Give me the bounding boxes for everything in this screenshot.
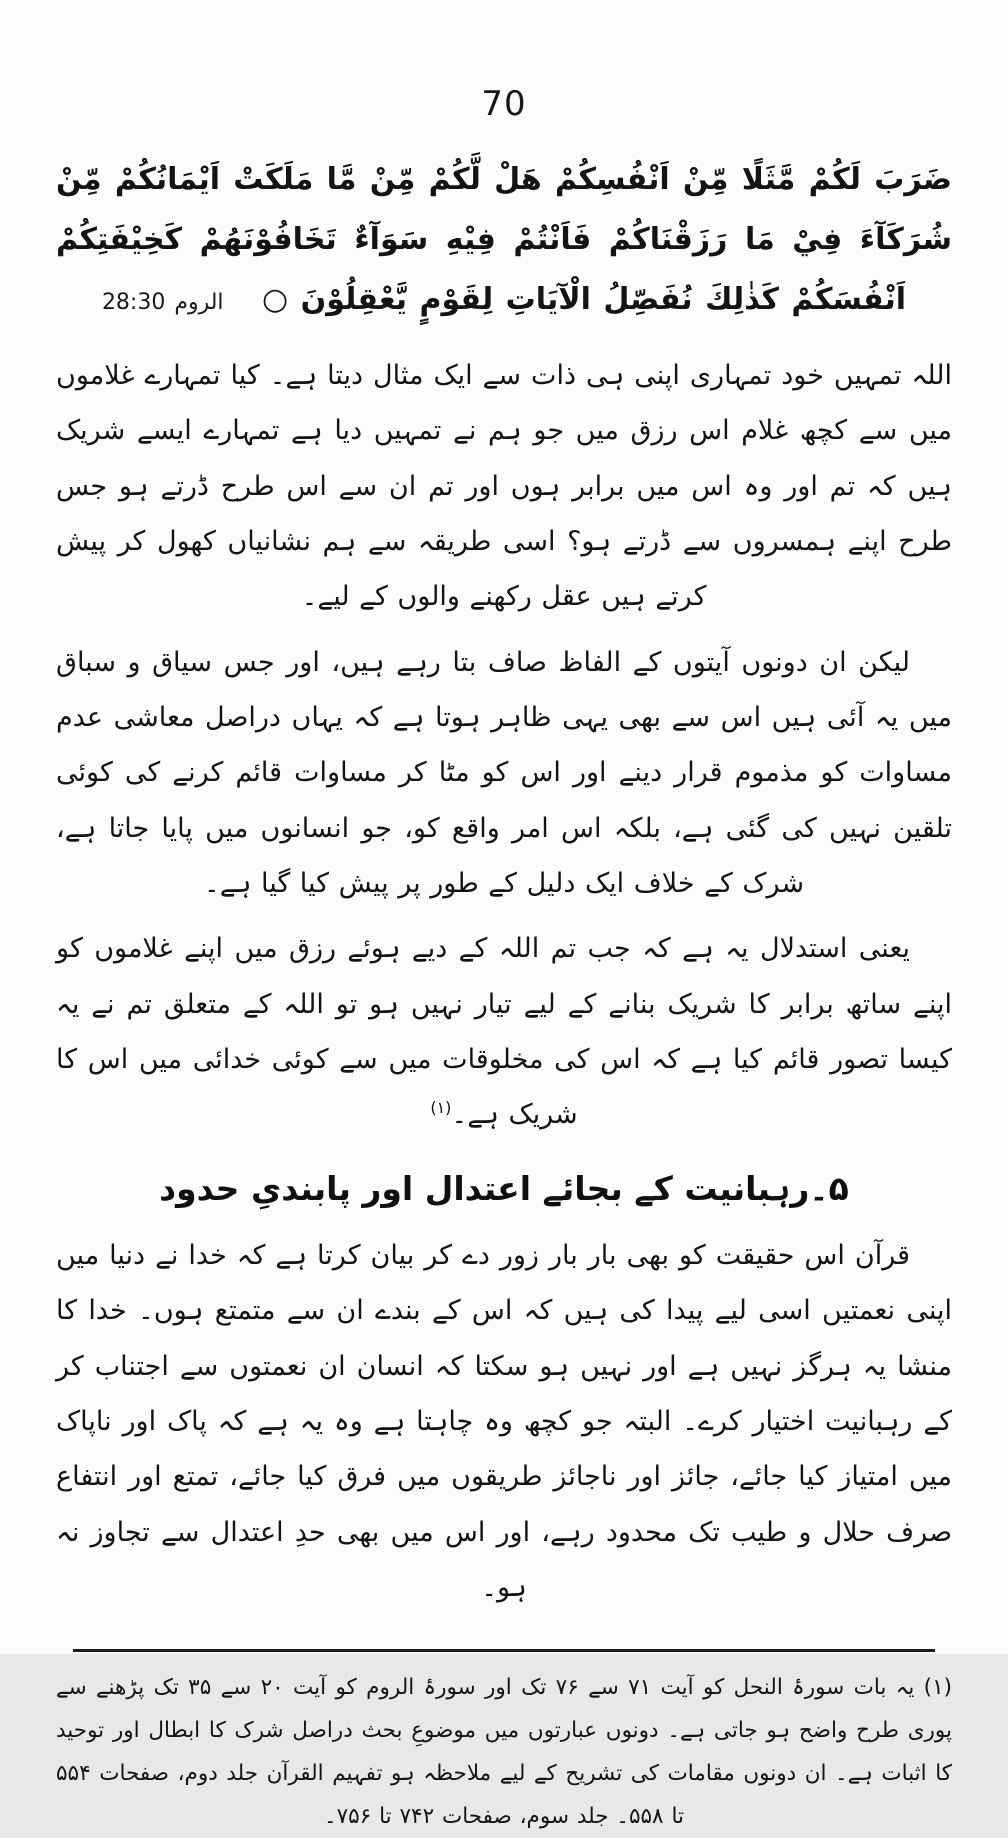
section-heading: ۵۔رہبانیت کے بجائے اعتدال اور پابندیِ حدود	[159, 1168, 849, 1208]
quran-verse-block	[56, 150, 952, 330]
commentary-paragraph-1: لیکن ان دونوں آیتوں کے الفاظ صاف بتا رہے ہیں، اور جس سیاق و سباق میں یہ آئی ہیں اس سے بھی یہی ظاہر ہوتا ہے کہ یہاں دراصل معاشی عدم مساوات کو مذموم قرار دینے اور اس کو مٹا کر مساوات قائم کرنے کی کوئی تلقین نہیں کی گئی ہے، بلکہ اس امر واقع کو، جو انسانوں میں پایا جاتا ہے، شرک کے خلاف ایک دلیل کے طور پر پیش کیا گیا ہے۔	[56, 646, 952, 900]
verse-reference: الروم 28:30	[101, 290, 224, 315]
footnote-text: (۱) یہ بات سورۂ النحل کو آیت ۷۱ سے ۷۶ تک اور سورۂ الروم کو آیت ۲۰ سے ۳۵ تک پڑھنے سے پوری طرح واضح ہو جاتی ہے۔ دونوں عبارتوں میں موضوعِ بحث دراصل شرک کا ابطال اور توحید کا اثبات ہے۔ ان دونوں مقامات کی تشریح کے لیے ملاحظہ ہو تفہیم القرآن جلد دوم، صفحات ۵۵۴ تا ۵۵۸۔ جلد سوم، صفحات ۷۴۲ تا ۷۵۶۔	[56, 1675, 953, 1830]
footnote-divider	[73, 1649, 935, 1652]
quran-verse-arabic-text: ضَرَبَ لَكُمْ مَّثَلًا مِّنْ اَنْفُسِكُمْ هَلْ لَّكُمْ مِّنْ مَّا مَلَكَتْ اَيْمَانُكُمْ مِّنْ شُرَكَآءَ فِيْ مَا رَزَقْنَاكُمْ فَاَنْتُمْ فِيْهِ سَوَآءٌ تَخَافُوْنَهُمْ كَخِيْفَتِكُمْ اَنْفُسَكُمْ كَذٰلِكَ نُفَصِّلُ الْآيَاتِ لِقَوْمٍ يَّعْقِلُوْنَ ○	[56, 162, 952, 317]
commentary-paragraph-2	[56, 921, 952, 1142]
footnote-reference-marker: (۱)	[430, 1098, 452, 1118]
section-paragraph: قرآن اس حقیقت کو بھی بار بار زور دے کر بیان کرتا ہے کہ خدا نے دنیا میں اپنی نعمتیں اسی لیے پیدا کی ہیں کہ اس کے بندے ان سے متمتع ہوں۔ خدا کا منشا یہ ہرگز نہیں ہے اور نہیں ہو سکتا کہ انسان ان نعمتوں سے اجتناب کر کے رہبانیت اختیار کرے۔ البتہ جو کچھ وہ چاہتا ہے وہ یہ ہے کہ پاک اور ناپاک میں امتیاز کیا جائے، جائز اور ناجائز طریقوں میں فرق کیا جائے، تمتع اور انتفاع صرف حلال و طیب تک محدود رہے، اور اس میں بھی حدِ اعتدال سے تجاوز نہ ہو۔	[56, 1239, 952, 1603]
page-number: 70	[481, 84, 527, 124]
commentary-paragraph-2-text: یعنی استدلال یہ ہے کہ جب تم اللہ کے دیے ہوئے رزق میں اپنے غلاموں کو اپنے ساتھ برابر کا شریک بنانے کے لیے تیار نہیں ہو تو اللہ کے متعلق تم نے یہ کیسا تصور قائم کیا ہے کہ اس کی مخلوقات میں سے کوئی خدائی میں اس کا شریک ہے۔	[56, 933, 952, 1131]
verse-translation-paragraph: اللہ تمہیں خود تمہاری اپنی ہی ذات سے ایک مثال دیتا ہے۔ کیا تمہارے غلاموں میں سے کچھ غلام اس رزق میں جو ہم نے تمہیں دیا ہے تمہارے ایسے شریک ہیں کہ تم اور وہ اس میں برابر ہوں اور تم ان سے اس طرح ڈرتے ہو جس طرح اپنے ہمسروں سے ڈرتے ہو؟ اسی طریقہ سے ہم نشانیاں کھول کر پیش کرتے ہیں عقل رکھنے والوں کے لیے۔	[56, 360, 952, 613]
